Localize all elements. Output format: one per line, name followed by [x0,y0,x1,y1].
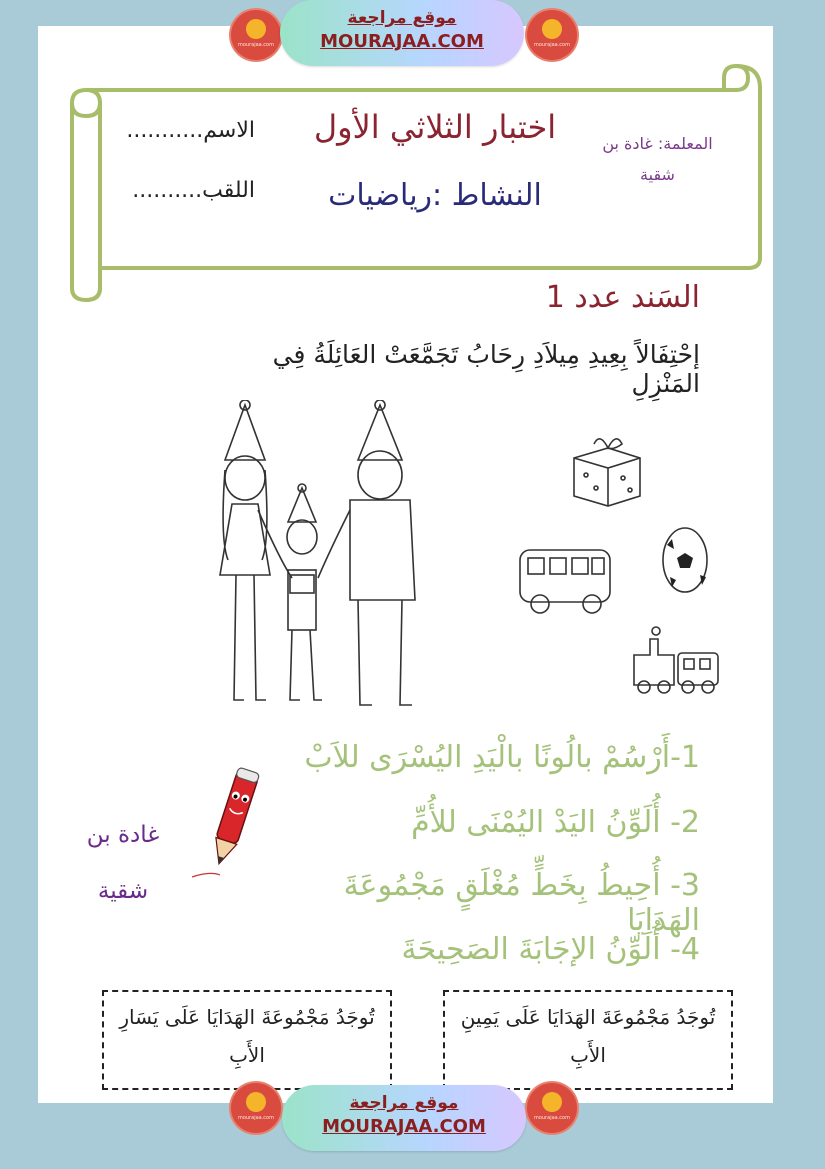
exam-title: اختبار الثلاثي الأول [313,108,557,146]
name-field: الاسم........... [126,118,255,143]
gift-box-icon [568,430,646,510]
site-logo-icon: mourajaa.com [527,10,577,60]
question-2: 2- أُلَوِّنُ اليَدْ اليُمْنَى للأُمِّ [411,805,700,840]
family-illustration [210,400,425,715]
site-logo-icon: mourajaa.com [231,10,281,60]
soccer-ball-icon [660,525,710,595]
teacher-name [595,128,720,190]
teacher-line-1: المعلمة: غادة بن [602,134,713,153]
site-banner-url: MOURAJAA.COM [322,1116,486,1137]
question-3: 3- أُحِيطُ بِخَطٍّ مُغْلَقٍ مَجْمُوعَةَ الهَدَايَا [343,868,700,938]
signature-line-2: شقية [97,878,149,904]
site-logo-icon: mourajaa.com [527,1083,577,1133]
bus-toy-icon [512,540,617,620]
site-banner-top[interactable] [280,0,524,66]
site-banner-arabic: موقع مراجعة [349,1093,459,1113]
site-banner-bottom[interactable] [282,1085,526,1151]
intro-text: إحْتِفَالاً بِعِيدِ مِيلاَدِ رِحَابُ تَجَمَّعَتْ العَائِلَةُ فِي المَنْزِلِ [272,340,700,398]
teacher-line-2: شقية [640,165,675,184]
signature-line-1: غادة بن [86,822,160,848]
pencil-mascot-icon [190,765,270,885]
site-logo-icon: mourajaa.com [231,1083,281,1133]
question-4: 4- أُلَوِّنُ الإجَابَةَ الصَحِيحَةَ [401,932,700,967]
train-toy-icon [630,625,725,697]
answer-option-right[interactable]: تُوجَدُ مَجْمُوعَةَ الهَدَايَا عَلَى يَمِينِ الأَبِ [443,990,733,1090]
site-banner-url: MOURAJAA.COM [320,31,484,52]
answer-option-left[interactable]: تُوجَدُ مَجْمُوعَةَ الهَدَايَا عَلَى يَسَارِ الأَبِ [102,990,392,1090]
site-banner-arabic: موقع مراجعة [347,8,457,28]
surname-field: اللقب.......... [132,178,255,203]
document-title: السَند عدد 1 [545,280,700,315]
question-1: 1-أَرْسُمْ بالُونًا بالْيَدِ اليُسْرَى للاَبْ [304,740,700,775]
activity-label: النشاط :رياضيات [328,178,542,213]
